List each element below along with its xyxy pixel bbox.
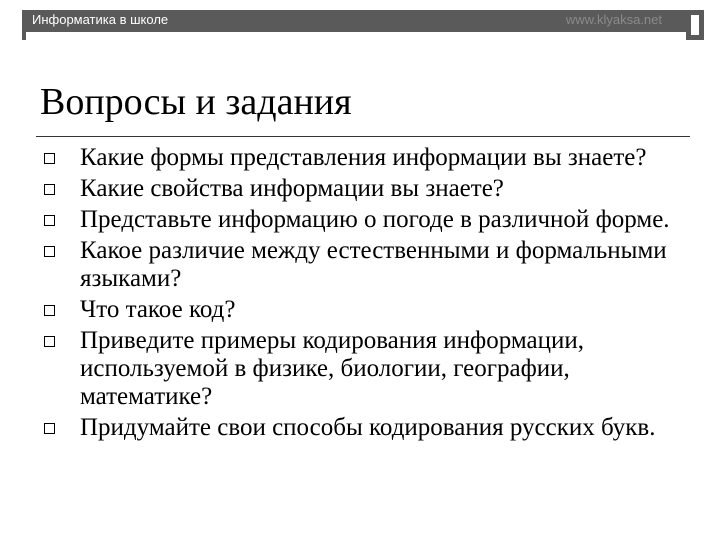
square-bullet-icon [44,215,55,226]
title-divider [36,136,690,137]
square-bullet-icon [44,336,55,347]
square-bullet-icon [44,423,55,434]
square-bullet-icon [44,153,55,164]
question-list [40,144,690,445]
square-bullet-icon [44,184,55,195]
list-item [40,175,690,203]
list-item-text: Какие свойства информации вы знаете? [80,175,504,202]
list-item [40,327,690,411]
header-site-link[interactable]: www.klyaksa.net [565,12,662,27]
list-item-text: Какое различие между естественными и формальными языками? [80,237,667,292]
square-bullet-icon [44,305,55,316]
list-item [40,414,690,442]
list-item-text: Какие формы представления информации вы знаете? [80,144,647,171]
square-bullet-icon [44,246,55,257]
header-bar-end-inset [690,14,700,36]
list-item-text: Приведите примеры кодирования информации, используемой в физике, биологии, географии, математике? [80,327,584,410]
slide-title: Вопросы и задания [40,81,352,123]
list-item [40,206,690,234]
list-item-text: Представьте информацию о погоде в различной форме. [80,206,670,233]
list-item-text: Придумайте свои способы кодирования русских букв. [80,414,656,441]
header-bar [22,10,686,32]
list-item [40,237,690,293]
header-bar-tick [22,32,26,40]
list-item [40,296,690,324]
list-item [40,144,690,172]
header-left-text: Информатика в школе [32,12,169,27]
list-item-text: Что такое код? [80,296,236,323]
